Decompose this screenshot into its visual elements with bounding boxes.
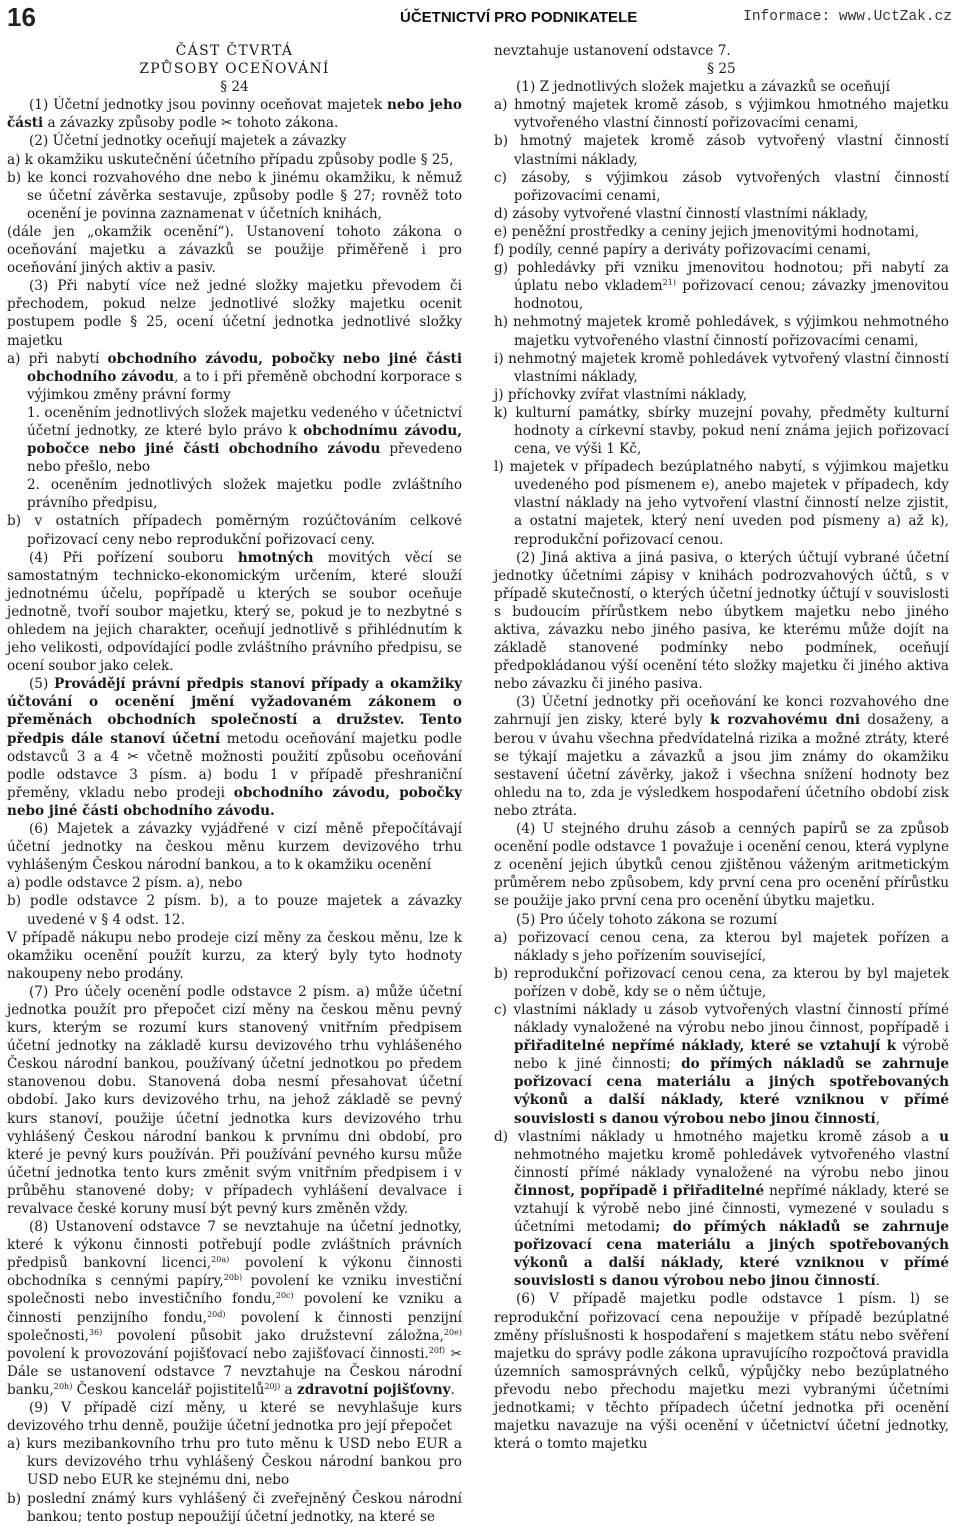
list-item: a) podle odstavce 2 písm. a), nebo [7, 875, 243, 892]
list-item: f) podíly, cenné papíry a deriváty pořizovacími cenami, [494, 242, 872, 259]
section-heading: § 24 [220, 79, 249, 96]
list-item: i) nehmotný majetek kromě pohledávek vytvořený vlastní činností vlastními náklady, [494, 350, 949, 385]
part-heading: ZPŮSOBY OCEŇOVÁNÍ [139, 61, 330, 78]
list-item: b) podle odstavce 2 písm. b), a to pouze majetek a závazky uvedené v § 4 odst. 12. [7, 893, 462, 928]
paragraph: (6) V případě majetku podle odstavce 1 písm. l) se reprodukční pořizovací cena nepoužije v případě bezúplatné změny příslušnosti k hospodaření s majetkem státu nebo svěření majetku do správy podle zákona upravujícího rozpočtová pravidla územních samosprávných celků, výpůjčky nebo bezúplatného převodu nebo přechodu majetku mezi vybranými účetními jednotkami; v těchto případech účetní jednotka při ocenění majetku navazuje na výši ocenění v účetnictví účetní jednotky, která o tomto majetku [494, 1291, 949, 1453]
left-column [7, 42, 462, 1526]
paragraph: (3) Při nabytí více než jedné složky majetku převodem či přechodem, pokud nelze jednotlivé složky majetku ocenit postupem podle § 25, ocení účetní jednotka jednotlivé složky majetku [7, 278, 462, 349]
list-item: k) kulturní památky, sbírky muzejní povahy, předměty kulturní hodnoty a církevní stavby, pokud není známa jejich pořizovací cena, ve výši 1 Kč, [494, 404, 949, 458]
list-item: g) pohledávky při vzniku jmenovitou hodnotou; při nabytí za úplatu nebo vkladem$^{21)}$ pořizovací cenou; závazky jmenovitou hodnotou, [494, 260, 949, 313]
section-heading: § 25 [707, 61, 736, 78]
paragraph: V případě nákupu nebo prodeje cizí měny za českou měnu, lze k okamžiku ocenění použít kurzu, za který byly tyto hodnoty nakoupeny nebo prodány. [7, 929, 462, 982]
list-item: e) peněžní prostředky a ceniny jejich jmenovitými hodnotami, [494, 223, 920, 240]
list-item: a) k okamžiku uskutečnění účetního případu způsoby podle § 25, [7, 151, 454, 168]
paragraph: (9) V případě cizí měny, u které se nevyhlašuje kurs devizového trhu denně, použije účetní jednotka pro její přepočet [7, 1400, 462, 1435]
part-heading: ČÁST ČTVRTÁ [175, 43, 294, 59]
paragraph: (6) Majetek a závazky vyjádřené v cizí měně přepočítávají účetní jednotky na českou měnu kurzem devizového trhu vyhlášeným Českou národní bankou, a to k okamžiku ocenění [7, 821, 462, 874]
list-item: a) při nabytí obchodního závodu, pobočky nebo jiné části obchodního závodu, a to i při přeměně obchodní korporace s výjimkou změny právní formy [7, 350, 462, 403]
list-item: h) nehmotný majetek kromě pohledávek, s výjimkou nehmotného majetku vytvořeného vlastní činností pořizovacími cenami, [494, 314, 949, 349]
page-number: 16 [7, 2, 36, 32]
list-item: d) zásoby vytvořené vlastní činností vlastními náklady, [494, 205, 869, 222]
paragraph: (dále jen „okamžik ocenění“). Ustanovení tohoto zákona o oceňování majetku a závazků se použije přiměřeně i pro oceňování jiných aktiv a pasiv. [7, 223, 462, 277]
paragraph: (7) Pro účely ocenění podle odstavce 2 písm. a) může účetní jednotka použít pro přepočet cizí měny na českou měnu pevný kurs, kterým se rozumí kurs stanovený vnitřním předpisem účetní jednotky na základě kursu devizového trhu vyhlášeného Českou národní bankou, používaný účetní jednotkou po předem stanovenou dobu. Stanovená doba nesmí přesahovat účetní období. Jako kurs devizového trhu, na jehož základě se pevný kurs stanoví, použije účetní jednotka kurs devizového trhu vyhlášený Českou národní bankou k prvnímu dni období, pro které je pevný kurs používán. Při používání pevného kursu může účetní jednotka tento kurs změnit svým vnitřním předpisem i v průběhu stanovené doby; v případech vyhlášení devalvace i revalvace české koruny musí být pevný kurs změněn vždy. [7, 983, 462, 1217]
list-item: b) ke konci rozvahového dne nebo k jinému okamžiku, k němuž se účetní závěrka sestavuje, způsoby podle § 27; rovněž toto ocenění je povinna zaznamenat v účetních knihách, [7, 169, 462, 222]
list-item: d) vlastními náklady u hmotného majetku kromě zásob a u nehmotného majetku kromě pohledávek vytvořeného vlastní činností přímé náklady vynaložené na výrobu nebo jinou činnost, popřípadě i přiřaditelné nepřímé náklady, které se vztahují k výrobě nebo jiné činnosti, vymezené v souladu s účetními metodami; do přímých nákladů se zahrnuje pořizovací cena materiálu a jiných spotřebovaných výkonů a další náklady, které vzniknou v přímé souvislosti s danou výrobou nebo jinou činností. [494, 1128, 949, 1290]
paragraph: (2) Účetní jednotky oceňují majetek a závazky [29, 133, 347, 150]
paragraph: (5) Provádějí právní předpis stanoví případy a okamžiky účtování o ocenění jmění vyžadovaném zákonem o přeměnách obchodních společností a družstev. Tento předpis dále stanoví účetní metodu oceňování majetku podle odstavců 3 a 4 ✂ včetně možnosti použití způsobu oceňování podle odstavce 3 písm. a) bodu 1 v případě přeshraniční přeměny, vkladu nebo prodeji obchodního závodu, pobočky nebo jiné části obchodního závodu. [7, 676, 463, 819]
list-item: 2. oceněním jednotlivých složek majetku podle zvláštního právního předpisu, [27, 477, 462, 512]
list-item: 1. oceněním jednotlivých složek majetku vedeného v účetnictví účetní jednotky, ze které bylo právo k obchodnímu závodu, pobočce nebo jiné části obchodního závodu převedeno nebo přešlo, nebo [27, 404, 463, 476]
paragraph: nevztahuje ustanovení odstavce 7. [494, 43, 731, 59]
info-link[interactable]: Informace: www.UctZak.cz [743, 9, 952, 25]
paragraph: (8) Ustanovení odstavce 7 se nevztahuje na účetní jednotky, které k výkonu činnosti potřebují podle zvláštních právních předpisů bankovní licenci,$^{20a)}$ povolení k výkonu činnosti obchodníka s cennými papíry,$^{20b)}$ povolení ke vzniku investiční společnosti nebo investičního fondu,$^{20c)}$ povolení ke vzniku a činnosti penzijního fondu,$^{20d)}$ povolení k činnosti penzijní společnosti,$^{36)}$ povolení působit jako družstevní záložna,$^{20e)}$ povolení k provozování pojišťovací nebo zajišťovací činnosti.$^{20f)}$ ✂ Dále se ustanovení odstavce 7 nevztahuje na Českou národní banku,$^{20h)}$ Českou kancelář pojistitelů$^{20j)}$ a zdravotní pojišťovny. [7, 1219, 462, 1398]
list-item: a) hmotný majetek kromě zásob, s výjimkou hmotného majetku vytvořeného vlastní činností pořizovacími cenami, [494, 97, 949, 132]
paragraph: (4) U stejného druhu zásob a cenných papírů se za způsob ocenění podle odstavce 1 považuje i ocenění cenou, která vyplyne z ocenění jejich úbytků cenou zjištěnou váženým aritmetickým průměrem nebo způsobem, kdy první cena pro ocenění přírůstku se použije jako první cena pro ocenění úbytku majetku. [494, 821, 949, 910]
list-item: j) příchovky zvířat vlastními náklady, [494, 386, 748, 403]
page-header [0, 0, 960, 40]
right-column [494, 42, 949, 1453]
list-item: c) vlastními náklady u zásob vytvořených vlastní činností přímé náklady vynaložené na výrobu nebo jinou činnost, popřípadě i přiřaditelné nepřímé náklady, které se vztahují k výrobě nebo k jiné činnosti; do přímých nákladů se zahrnuje pořizovací cena materiálu a jiných spotřebovaných výkonů a další náklady, které vzniknou v přímé souvislosti s danou výrobou nebo jinou činností, [494, 1001, 949, 1127]
list-item: b) v ostatních případech poměrným rozúčtováním celkové pořizovací ceny nebo reprodukční pořizovací ceny. [7, 513, 462, 548]
paragraph: (1) Účetní jednotky jsou povinny oceňovat majetek nebo jeho části a závazky způsoby podle ✂ tohoto zákona. [7, 97, 462, 132]
list-item: c) zásoby, s výjimkou zásob vytvořených vlastní činností pořizovacími cenami, [494, 169, 949, 204]
list-item: a) pořizovací cenou cena, za kterou byl majetek pořízen a náklady s jeho pořízením související, [494, 929, 949, 964]
journal-title: ÚČETNICTVÍ PRO PODNIKATELE [400, 9, 638, 26]
list-item: b) reprodukční pořizovací cenou cena, za kterou by byl majetek pořízen v době, kdy se o něm účtuje, [494, 965, 949, 1000]
paragraph: (1) Z jednotlivých složek majetku a závazků se oceňují [516, 79, 890, 96]
list-item: a) kurs mezibankovního trhu pro tuto měnu k USD nebo EUR a kurs devizového trhu vyhlášený Českou národní bankou pro USD nebo EUR ke stejnému dni, nebo [7, 1436, 462, 1489]
paragraph: (2) Jiná aktiva a jiná pasiva, o kterých účtují vybrané účetní jednotky účetními zápisy v knihách podrozvahových účtů, s v případě skutečností, o kterých účetní jednotky účtují v souvislosti s budoucím přírůstkem nebo úbytkem majetku nebo jiného aktiva, závazku nebo jiného pasiva, ke kterému může dojít na základě stanovené podmínky nebo podmínek, oceňují předpokládanou výší ocenění této složky majetku či jiného aktiva nebo závazku či jiného pasiva. [494, 549, 949, 693]
list-item: b) hmotný majetek kromě zásob vytvořený vlastní činností vlastními náklady, [494, 133, 949, 168]
paragraph: (4) Při pořízení souboru hmotných movitých věcí se samostatným technicko-ekonomickým určením, které slouží jednotnému účelu, popřípadě u kterých se soubor oceňuje jednotně, tvoří soubor majetku, který se, pokud je to nezbytné s ohledem na jejich charakter, oceňují jednotlivě s přihlédnutím k jeho velikosti, odpovídající podle zvláštního právního předpisu, se ocení soubor jako celek. [7, 549, 462, 675]
paragraph: (5) Pro účely tohoto zákona se rozumí [516, 911, 778, 928]
list-item: l) majetek v případech bezúplatného nabytí, s výjimkou majetku uvedeného pod písmenem e), anebo majetek v případech, kdy vlastní náklady na jeho vytvoření vlastní činností nelze zjistit, a ostatní majetek, který není uveden pod písmeny a) až k), reprodukční pořizovací cenou. [494, 459, 949, 548]
paragraph: (3) Účetní jednotky při oceňování ke konci rozvahového dne zahrnují jen zisky, které byly k rozvahovému dni dosaženy, a berou v úvahu všechna předvídatelná rizika a možné ztráty, které se týkají majetku a závazků a jsou jim známy do okamžiku sestavení účetní závěrky, jakož i všechna snížení hodnoty bez ohledu na to, zda je výsledkem hospodaření účetního období zisk nebo ztráta. [494, 694, 950, 819]
list-item: b) poslední známý kurs vyhlášený či zveřejněný Českou národní bankou; tento postup nepoužijí účetní jednotky, na které se [7, 1490, 462, 1525]
